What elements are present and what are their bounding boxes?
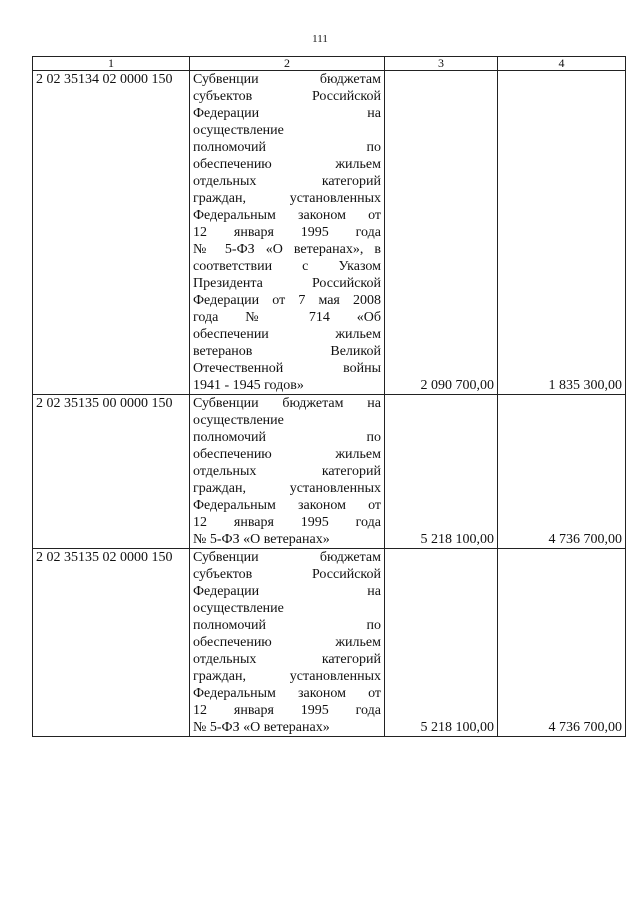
description-line: осуществление <box>193 413 284 428</box>
budget-table <box>32 56 626 737</box>
description-cell <box>190 395 385 549</box>
description-line: 12 января 1995 года <box>193 515 381 530</box>
table-row <box>33 549 626 737</box>
description-line: Субвенции бюджетам на <box>193 396 381 411</box>
description-cell <box>190 549 385 737</box>
description-line: 12 января 1995 года <box>193 703 381 718</box>
description-line: Президента Российской <box>193 276 381 291</box>
description-line: осуществление <box>193 123 284 138</box>
description-line: 1941 - 1945 годов» <box>193 378 304 393</box>
column-header-3: 3 <box>385 57 498 71</box>
description-line: граждан, установленных <box>193 481 381 496</box>
budget-code: 2 02 35135 00 0000 150 <box>33 395 190 549</box>
description-line: Федерации на <box>193 106 381 121</box>
amount-col4: 4 736 700,00 <box>498 395 626 549</box>
description-line: Субвенции бюджетам <box>193 72 381 87</box>
description-line: ветеранов Великой <box>193 344 381 359</box>
table-row <box>33 71 626 395</box>
description-line: 12 января 1995 года <box>193 225 381 240</box>
description-line: полномочий по <box>193 618 381 633</box>
description-line: года № 714 «Об <box>193 310 381 325</box>
description-line: Субвенции бюджетам <box>193 550 381 565</box>
description-line: Федеральным законом от <box>193 686 381 701</box>
description-line: № 5-ФЗ «О ветеранах», в <box>193 242 381 257</box>
description-line: отдельных категорий <box>193 174 381 189</box>
description-line: граждан, установленных <box>193 191 381 206</box>
budget-code: 2 02 35134 02 0000 150 <box>33 71 190 395</box>
description-line: субъектов Российской <box>193 89 381 104</box>
description-line: Федерации на <box>193 584 381 599</box>
description-line: Федерации от 7 мая 2008 <box>193 293 381 308</box>
column-header-2: 2 <box>190 57 385 71</box>
description-line: граждан, установленных <box>193 669 381 684</box>
table-row <box>33 395 626 549</box>
description-line: Федеральным законом от <box>193 498 381 513</box>
column-header-1: 1 <box>33 57 190 71</box>
description-line: № 5-ФЗ «О ветеранах» <box>193 532 330 547</box>
amount-col4: 1 835 300,00 <box>498 71 626 395</box>
description-line: обеспечению жильем <box>193 447 381 462</box>
description-line: субъектов Российской <box>193 567 381 582</box>
description-line: осуществление <box>193 601 284 616</box>
description-line: полномочий по <box>193 430 381 445</box>
header-row <box>33 57 626 71</box>
budget-code: 2 02 35135 02 0000 150 <box>33 549 190 737</box>
column-header-4: 4 <box>498 57 626 71</box>
amount-col3: 2 090 700,00 <box>385 71 498 395</box>
amount-col3: 5 218 100,00 <box>385 395 498 549</box>
amount-col3: 5 218 100,00 <box>385 549 498 737</box>
description-line: обеспечении жильем <box>193 327 381 342</box>
description-line: Федеральным законом от <box>193 208 381 223</box>
page-number: 111 <box>312 33 328 45</box>
amount-col4: 4 736 700,00 <box>498 549 626 737</box>
description-line: соответствии с Указом <box>193 259 381 274</box>
description-line: № 5-ФЗ «О ветеранах» <box>193 720 330 735</box>
description-line: полномочий по <box>193 140 381 155</box>
description-line: обеспечению жильем <box>193 635 381 650</box>
description-line: обеспечению жильем <box>193 157 381 172</box>
description-line: отдельных категорий <box>193 464 381 479</box>
description-cell <box>190 71 385 395</box>
description-line: Отечественной войны <box>193 361 381 376</box>
description-line: отдельных категорий <box>193 652 381 667</box>
